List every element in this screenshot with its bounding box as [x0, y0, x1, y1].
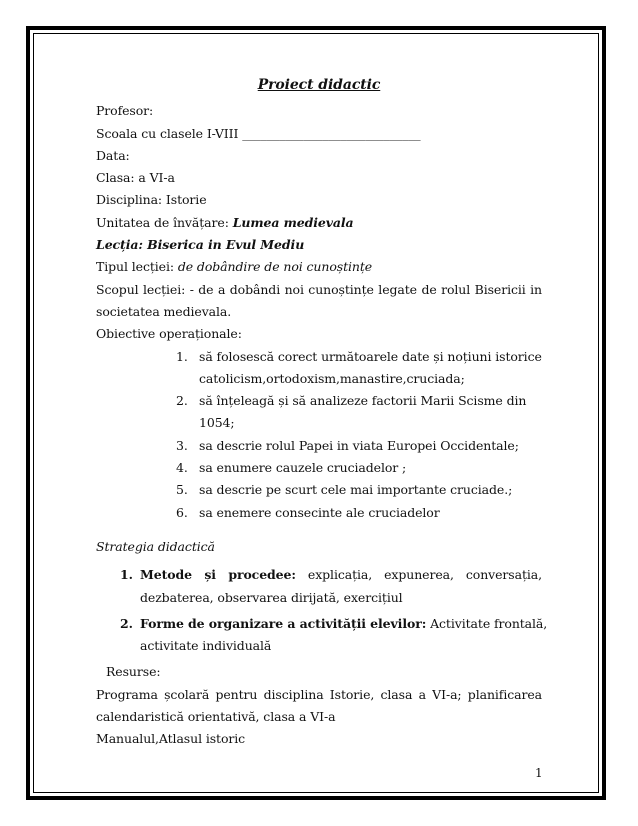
objective-number: 5.	[176, 482, 188, 498]
strategy-text: explicația, expunerea, conversația,	[295, 567, 542, 583]
field-data: Data:	[96, 147, 130, 163]
strategy-line	[140, 613, 548, 635]
strategy-item	[120, 564, 542, 609]
strategy-text-cont: activitate individuală	[140, 638, 272, 654]
objective-text: sa enumere cauzele cruciadelor ;	[199, 460, 407, 476]
document-title: Proiect didactic	[257, 77, 381, 93]
objective-item	[176, 435, 542, 457]
objective-text: să înțeleagă și să analizeze factorii Marii Scisme din	[199, 393, 527, 409]
tipul-value: de dobândire de noi cunoștințe	[177, 259, 373, 275]
document-body	[96, 74, 548, 751]
objective-text: sa descrie pe scurt cele mai importante cruciade.;	[199, 482, 513, 498]
strategy-list	[120, 564, 548, 657]
strategy-bold-label: Metode și procedee:	[140, 567, 296, 583]
resources-label: Resurse:	[106, 664, 161, 680]
unitatea-value: Lumea medievala	[232, 214, 354, 230]
strategy-text-cont: dezbaterea, observarea dirijată, exercițiul	[140, 589, 403, 605]
resources-line-1: Programa școlară pentru disciplina Istorie, clasa a VI-a; planificarea	[96, 686, 542, 702]
objective-number: 6.	[176, 504, 188, 520]
objective-text: sa enemere consecinte ale cruciadelor	[199, 504, 440, 520]
tipul-label: Tipul lecției:	[96, 259, 178, 275]
field-disciplina: Disciplina: Istorie	[96, 192, 207, 208]
field-scoala: Scoala cu clasele I-VIII _____________________________	[96, 125, 421, 141]
unitatea-label: Unitatea de învățare:	[96, 214, 233, 230]
objective-item	[176, 479, 542, 501]
field-lectia: Lecția: Biserica in Evul Mediu	[96, 237, 305, 253]
strategy-heading: Strategia didactică	[96, 538, 215, 554]
strategy-line	[140, 564, 542, 586]
strategy-number: 1.	[120, 567, 133, 583]
objective-text: sa descrie rolul Papei in viata Europei Occidentale;	[199, 437, 519, 453]
resources-line-2: calendaristică orientativă, clasa a VI-a	[96, 709, 336, 725]
objective-number: 4.	[176, 460, 188, 476]
field-unitatea	[96, 212, 542, 234]
objective-number: 2.	[176, 393, 188, 409]
strategy-item	[120, 613, 548, 658]
scopul-line-2: societatea medievala.	[96, 303, 232, 319]
field-profesor: Profesor:	[96, 103, 154, 119]
objective-number: 3.	[176, 437, 188, 453]
scopul-line-1: Scopul lecției: - de a dobândi noi cunoștințe legate de rolul Bisericii in	[96, 281, 542, 297]
objective-item	[176, 346, 542, 391]
objective-text: să folosescă corect următoarele date și noțiuni istorice	[199, 348, 542, 364]
page-number: 1	[535, 766, 543, 780]
objective-item	[176, 502, 542, 524]
strategy-bold-label: Forme de organizare a activității elevilor:	[140, 615, 427, 631]
objectives-label: Obiective operaționale:	[96, 326, 242, 342]
objective-text-cont: catolicism,ortodoxism,manastire,cruciada;	[199, 370, 465, 386]
objective-text-cont: 1054;	[199, 415, 235, 431]
field-tipul	[96, 256, 542, 278]
objectives-list	[176, 346, 542, 524]
objective-item	[176, 457, 542, 479]
strategy-number: 2.	[120, 615, 133, 631]
objective-number: 1.	[176, 348, 188, 364]
strategy-text: Activitate frontală,	[426, 615, 548, 631]
resources-line-3: Manualul,Atlasul istoric	[96, 731, 246, 747]
objective-item	[176, 390, 542, 435]
field-clasa: Clasa: a VI-a	[96, 170, 175, 186]
